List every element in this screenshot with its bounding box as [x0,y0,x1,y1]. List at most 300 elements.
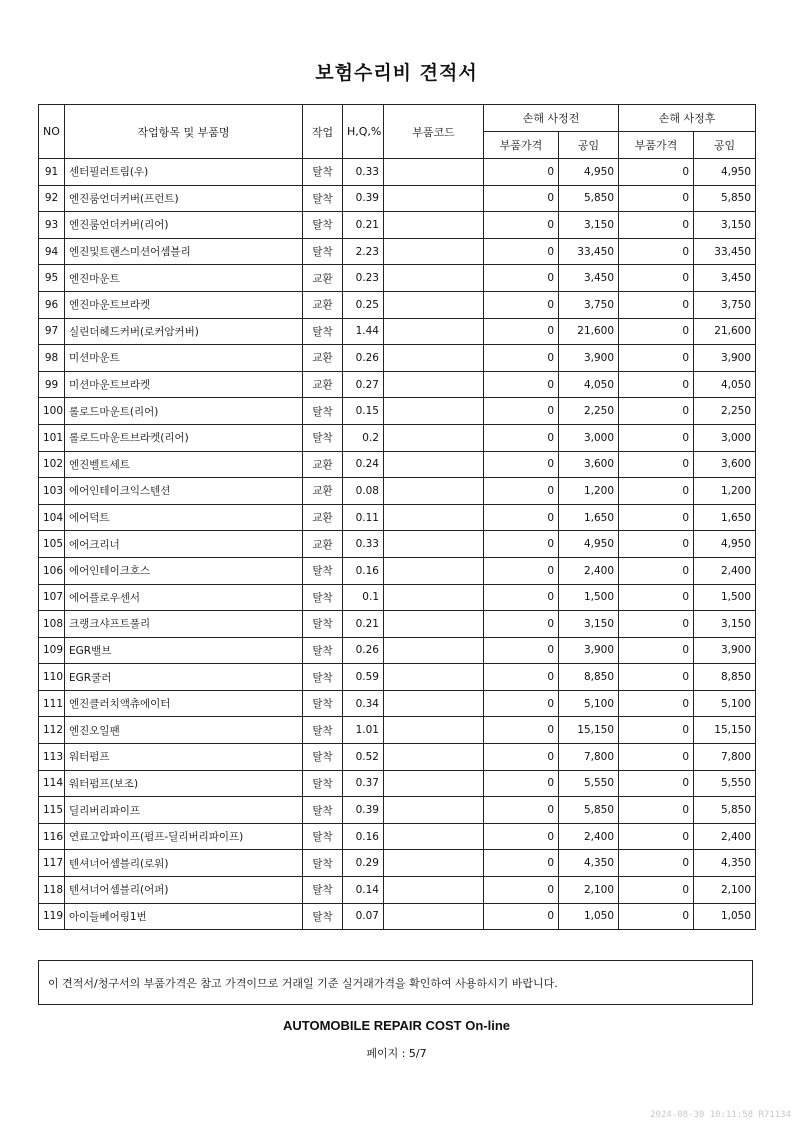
part-code [384,318,484,345]
after-labor: 8,850 [694,664,756,691]
table-row [39,877,756,904]
row-no: 119 [39,903,65,930]
item-name: EGR밸브 [65,637,303,664]
before-labor: 4,050 [559,371,619,398]
before-labor: 1,050 [559,903,619,930]
table-row [39,159,756,186]
hq-value: 0.33 [343,159,384,186]
before-part-price: 0 [484,531,559,558]
item-name: 텐셔너어셈블리(로워) [65,850,303,877]
work-type: 교환 [303,265,343,292]
part-code [384,664,484,691]
after-part-price: 0 [619,424,694,451]
work-type: 교환 [303,451,343,478]
hq-value: 0.34 [343,690,384,717]
after-part-price: 0 [619,371,694,398]
after-labor: 3,150 [694,212,756,239]
before-labor: 3,000 [559,424,619,451]
part-code [384,424,484,451]
work-type: 탈착 [303,717,343,744]
table-row [39,451,756,478]
work-type: 탈착 [303,557,343,584]
row-no: 113 [39,744,65,771]
after-part-price: 0 [619,159,694,186]
work-type: 탈착 [303,797,343,824]
after-part-price: 0 [619,398,694,425]
table-row [39,770,756,797]
work-type: 탈착 [303,185,343,212]
item-name: 에어덕트 [65,504,303,531]
work-type: 교환 [303,291,343,318]
work-type: 탈착 [303,159,343,186]
table-body [39,159,756,930]
before-part-price: 0 [484,797,559,824]
item-name: 워터펌프 [65,744,303,771]
table-row [39,717,756,744]
part-code [384,557,484,584]
before-labor: 2,250 [559,398,619,425]
work-type: 교환 [303,478,343,505]
row-no: 117 [39,850,65,877]
hq-value: 0.21 [343,611,384,638]
table-row [39,664,756,691]
item-name: 엔진룸언더커버(프런트) [65,185,303,212]
part-code [384,690,484,717]
before-part-price: 0 [484,478,559,505]
item-name: 에어플로우센서 [65,584,303,611]
hq-value: 0.21 [343,212,384,239]
hq-value: 0.59 [343,664,384,691]
row-no: 106 [39,557,65,584]
header-no: NO [39,105,65,159]
item-name: 에어인테이크익스텐션 [65,478,303,505]
after-labor: 4,950 [694,159,756,186]
work-type: 탈착 [303,744,343,771]
after-labor: 15,150 [694,717,756,744]
before-part-price: 0 [484,291,559,318]
item-name: 롤로드마운트(리어) [65,398,303,425]
before-labor: 2,100 [559,877,619,904]
before-labor: 2,400 [559,557,619,584]
before-labor: 8,850 [559,664,619,691]
before-part-price: 0 [484,159,559,186]
after-part-price: 0 [619,637,694,664]
after-part-price: 0 [619,770,694,797]
work-type: 탈착 [303,318,343,345]
table-row [39,637,756,664]
after-labor: 2,100 [694,877,756,904]
work-type: 탈착 [303,424,343,451]
item-name: 엔진마운트브라켓 [65,291,303,318]
part-code [384,504,484,531]
after-labor: 4,050 [694,371,756,398]
after-labor: 2,400 [694,823,756,850]
row-no: 112 [39,717,65,744]
hq-value: 0.24 [343,451,384,478]
item-name: 롤로드마운트브라켓(리어) [65,424,303,451]
item-name: 엔진오일팬 [65,717,303,744]
before-labor: 1,200 [559,478,619,505]
row-no: 98 [39,345,65,372]
price-notice-box [38,960,753,1005]
table-header-row [39,105,756,132]
row-no: 118 [39,877,65,904]
page-number: 페이지 : 5/7 [366,1047,427,1060]
row-no: 103 [39,478,65,505]
table-row [39,690,756,717]
before-part-price: 0 [484,185,559,212]
after-part-price: 0 [619,823,694,850]
part-code [384,770,484,797]
after-part-price: 0 [619,903,694,930]
after-part-price: 0 [619,611,694,638]
before-part-price: 0 [484,903,559,930]
work-type: 탈착 [303,398,343,425]
after-part-price: 0 [619,717,694,744]
hq-value: 0.39 [343,185,384,212]
before-part-price: 0 [484,318,559,345]
hq-value: 0.23 [343,265,384,292]
before-labor: 15,150 [559,717,619,744]
before-part-price: 0 [484,850,559,877]
row-no: 94 [39,238,65,265]
hq-value: 0.16 [343,557,384,584]
hq-value: 0.15 [343,398,384,425]
brand-footer: AUTOMOBILE REPAIR COST On-line [282,1018,511,1033]
hq-value: 0.25 [343,291,384,318]
table-row [39,823,756,850]
work-type: 탈착 [303,664,343,691]
before-labor: 2,400 [559,823,619,850]
after-labor: 3,600 [694,451,756,478]
after-part-price: 0 [619,850,694,877]
item-name: 텐셔너어셈블리(어퍼) [65,877,303,904]
before-part-price: 0 [484,424,559,451]
document-title: 보험수리비 견적서 [315,62,478,84]
part-code [384,637,484,664]
item-name: 실린더헤드커버(로커암커버) [65,318,303,345]
before-labor: 3,150 [559,611,619,638]
item-name: 에어크리너 [65,531,303,558]
hq-value: 0.2 [343,424,384,451]
work-type: 탈착 [303,850,343,877]
hq-value: 0.39 [343,797,384,824]
hq-value: 1.44 [343,318,384,345]
after-part-price: 0 [619,744,694,771]
table-row [39,611,756,638]
row-no: 99 [39,371,65,398]
row-no: 95 [39,265,65,292]
header-after-labor: 공임 [694,132,756,159]
item-name: 미션마운트브라켓 [65,371,303,398]
table-row [39,744,756,771]
header-part-code: 부품코드 [384,105,484,159]
work-type: 탈착 [303,637,343,664]
before-labor: 3,750 [559,291,619,318]
table-row [39,371,756,398]
row-no: 116 [39,823,65,850]
after-labor: 21,600 [694,318,756,345]
row-no: 92 [39,185,65,212]
row-no: 109 [39,637,65,664]
row-no: 110 [39,664,65,691]
after-part-price: 0 [619,557,694,584]
after-labor: 7,800 [694,744,756,771]
after-part-price: 0 [619,318,694,345]
table-row [39,584,756,611]
item-name: 연료고압파이프(펌프-딜리버리파이프) [65,823,303,850]
hq-value: 0.26 [343,637,384,664]
after-part-price: 0 [619,238,694,265]
item-name: 엔진클러치액츄에이터 [65,690,303,717]
part-code [384,823,484,850]
item-name: EGR쿨러 [65,664,303,691]
after-labor: 3,000 [694,424,756,451]
before-part-price: 0 [484,637,559,664]
part-code [384,584,484,611]
header-before-adjustment: 손해 사정전 [484,105,619,132]
work-type: 교환 [303,504,343,531]
after-part-price: 0 [619,291,694,318]
row-no: 111 [39,690,65,717]
row-no: 114 [39,770,65,797]
row-no: 104 [39,504,65,531]
row-no: 107 [39,584,65,611]
hq-value: 0.07 [343,903,384,930]
header-before-part-price: 부품가격 [484,132,559,159]
item-name: 센터필러트림(우) [65,159,303,186]
hq-value: 0.11 [343,504,384,531]
work-type: 탈착 [303,770,343,797]
row-no: 97 [39,318,65,345]
work-type: 교환 [303,345,343,372]
part-code [384,903,484,930]
before-labor: 3,150 [559,212,619,239]
hq-value: 0.26 [343,345,384,372]
after-labor: 2,250 [694,398,756,425]
item-name: 엔진벨트세트 [65,451,303,478]
table-row [39,850,756,877]
after-part-price: 0 [619,664,694,691]
item-name: 엔진마운트 [65,265,303,292]
table-row [39,903,756,930]
after-labor: 5,850 [694,797,756,824]
row-no: 105 [39,531,65,558]
row-no: 101 [39,424,65,451]
row-no: 108 [39,611,65,638]
before-part-price: 0 [484,690,559,717]
before-labor: 7,800 [559,744,619,771]
before-part-price: 0 [484,345,559,372]
before-part-price: 0 [484,451,559,478]
table-row [39,345,756,372]
table-row [39,212,756,239]
after-part-price: 0 [619,797,694,824]
before-part-price: 0 [484,398,559,425]
work-type: 탈착 [303,903,343,930]
item-name: 워터펌프(보조) [65,770,303,797]
after-labor: 3,150 [694,611,756,638]
work-type: 탈착 [303,238,343,265]
before-labor: 4,950 [559,159,619,186]
after-part-price: 0 [619,584,694,611]
table-row [39,398,756,425]
before-part-price: 0 [484,265,559,292]
table-row [39,531,756,558]
after-labor: 3,900 [694,345,756,372]
after-labor: 3,750 [694,291,756,318]
row-no: 100 [39,398,65,425]
part-code [384,371,484,398]
row-no: 93 [39,212,65,239]
table-row [39,424,756,451]
before-labor: 5,850 [559,797,619,824]
table-row [39,185,756,212]
table-row [39,291,756,318]
item-name: 아이들베어링1번 [65,903,303,930]
before-part-price: 0 [484,584,559,611]
after-labor: 5,850 [694,185,756,212]
after-labor: 1,050 [694,903,756,930]
part-code [384,291,484,318]
after-part-price: 0 [619,265,694,292]
after-part-price: 0 [619,345,694,372]
work-type: 탈착 [303,823,343,850]
row-no: 102 [39,451,65,478]
part-code [384,717,484,744]
part-code [384,478,484,505]
part-code [384,345,484,372]
before-part-price: 0 [484,557,559,584]
after-part-price: 0 [619,451,694,478]
price-notice-text: 이 견적서/청구서의 부품가격은 참고 가격이므로 거래일 기준 실거래가격을 확인하여 사용하시기 바랍니다. [48,976,558,990]
after-labor: 1,200 [694,478,756,505]
estimate-table [38,104,756,930]
after-labor: 33,450 [694,238,756,265]
hq-value: 0.52 [343,744,384,771]
after-labor: 5,100 [694,690,756,717]
before-part-price: 0 [484,744,559,771]
work-type: 탈착 [303,611,343,638]
part-code [384,238,484,265]
row-no: 96 [39,291,65,318]
row-no: 115 [39,797,65,824]
work-type: 교환 [303,371,343,398]
after-labor: 1,650 [694,504,756,531]
table-row [39,238,756,265]
after-part-price: 0 [619,185,694,212]
part-code [384,185,484,212]
before-labor: 3,600 [559,451,619,478]
before-part-price: 0 [484,823,559,850]
part-code [384,877,484,904]
header-hq: H,Q,% [343,105,384,159]
table-row [39,557,756,584]
part-code [384,451,484,478]
before-labor: 4,350 [559,850,619,877]
after-labor: 3,900 [694,637,756,664]
after-part-price: 0 [619,504,694,531]
hq-value: 0.16 [343,823,384,850]
part-code [384,398,484,425]
before-labor: 33,450 [559,238,619,265]
after-labor: 4,950 [694,531,756,558]
work-type: 탈착 [303,584,343,611]
hq-value: 0.33 [343,531,384,558]
before-labor: 5,850 [559,185,619,212]
part-code [384,611,484,638]
hq-value: 0.08 [343,478,384,505]
before-part-price: 0 [484,611,559,638]
part-code [384,797,484,824]
part-code [384,265,484,292]
table-row [39,478,756,505]
after-part-price: 0 [619,690,694,717]
hq-value: 0.29 [343,850,384,877]
before-part-price: 0 [484,717,559,744]
before-labor: 4,950 [559,531,619,558]
work-type: 탈착 [303,877,343,904]
header-after-part-price: 부품가격 [619,132,694,159]
after-labor: 5,550 [694,770,756,797]
before-labor: 3,900 [559,345,619,372]
hq-value: 2.23 [343,238,384,265]
after-part-price: 0 [619,531,694,558]
before-part-price: 0 [484,877,559,904]
item-name: 미션마운트 [65,345,303,372]
before-labor: 3,900 [559,637,619,664]
work-type: 교환 [303,531,343,558]
part-code [384,212,484,239]
header-before-labor: 공임 [559,132,619,159]
part-code [384,531,484,558]
before-part-price: 0 [484,238,559,265]
before-labor: 1,650 [559,504,619,531]
after-labor: 3,450 [694,265,756,292]
before-labor: 5,100 [559,690,619,717]
table-row [39,265,756,292]
after-part-price: 0 [619,478,694,505]
hq-value: 1.01 [343,717,384,744]
table-row [39,318,756,345]
hq-value: 0.1 [343,584,384,611]
after-labor: 4,350 [694,850,756,877]
before-part-price: 0 [484,664,559,691]
after-part-price: 0 [619,212,694,239]
before-labor: 5,550 [559,770,619,797]
work-type: 탈착 [303,690,343,717]
work-type: 탈착 [303,212,343,239]
hq-value: 0.27 [343,371,384,398]
table-row [39,797,756,824]
header-item: 작업항목 및 부품명 [65,105,303,159]
header-work: 작업 [303,105,343,159]
after-labor: 1,500 [694,584,756,611]
hq-value: 0.37 [343,770,384,797]
part-code [384,850,484,877]
before-part-price: 0 [484,770,559,797]
after-labor: 2,400 [694,557,756,584]
before-part-price: 0 [484,371,559,398]
row-no: 91 [39,159,65,186]
item-name: 딜리버리파이프 [65,797,303,824]
before-labor: 3,450 [559,265,619,292]
after-part-price: 0 [619,877,694,904]
item-name: 에어인테이크호스 [65,557,303,584]
before-labor: 21,600 [559,318,619,345]
hq-value: 0.14 [343,877,384,904]
header-after-adjustment: 손해 사정후 [619,105,756,132]
